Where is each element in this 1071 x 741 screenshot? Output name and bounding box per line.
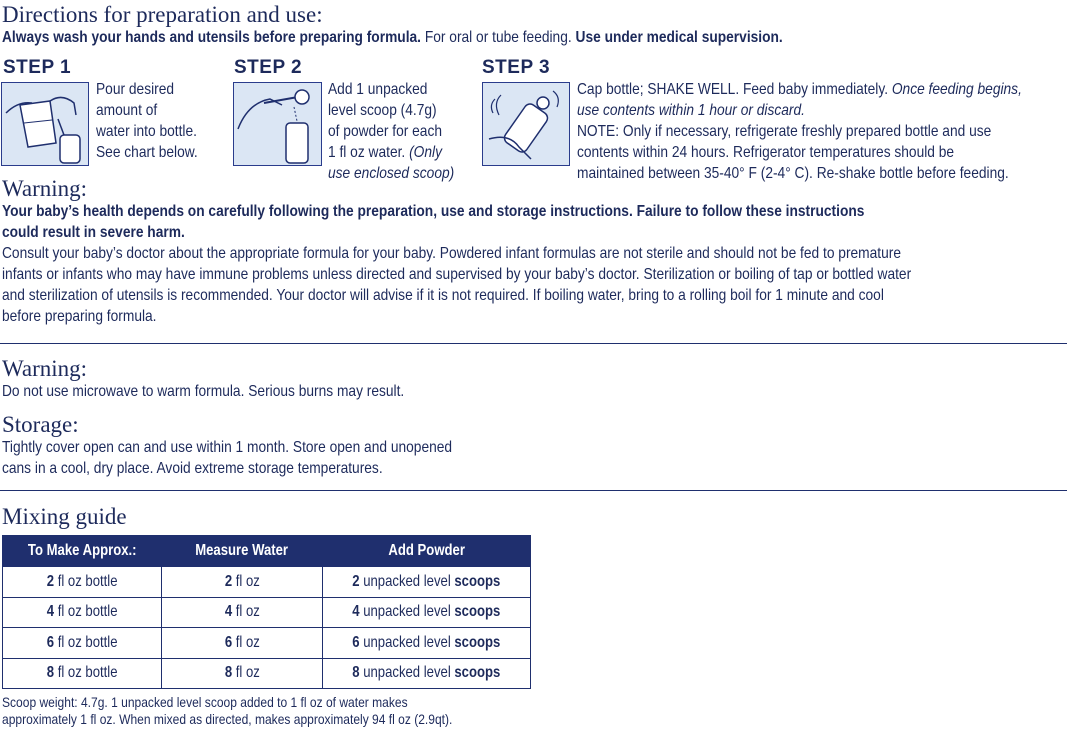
warning-body-text: Consult your baby’s doctor about the appropriate formula for your baby. Powdered infant formulas are not sterile and should not be fed to premature infants or infants who may have immune problems unless directed and supervised by your baby’s doctor. Sterilization or boiling of tap or bottled water and sterilization of utensils is recommended. Your doctor will advise if it is not required. If boiling water, bring to a rolling boil for 1 minute and cool before preparing formula. <box>2 245 912 325</box>
scoop-footnote: Scoop weight: 4.7g. 1 unpacked level scoop added to 1 fl oz of water makes approximately 1 fl oz. When mixed as directed, makes approximately 94 fl oz (2.9qt). <box>2 694 453 727</box>
column-header: Add Powder <box>323 536 531 567</box>
water-cell: 2 fl oz <box>162 567 323 598</box>
add-scoop-icon <box>234 83 321 165</box>
step-1-heading: STEP 1 <box>3 57 72 78</box>
step-3-text: Cap bottle; SHAKE WELL. Feed baby immediately. Once feeding begins, use contents within 1 hour or discard. NOTE: Only if necessary, refrigerate freshly prepared bottle and use contents within 24 hours. Refrigerator temperatures should be maintained between 35-40° F (2-4° C). Re-shake bottle before feeding. <box>577 81 1022 182</box>
shake-bottle-icon <box>483 83 569 165</box>
table-row <box>3 567 531 598</box>
bottle-cell: 6 fl oz bottle <box>3 628 162 659</box>
step-1-illustration <box>1 82 89 166</box>
water-cell: 4 fl oz <box>162 597 323 628</box>
powder-cell: 2 unpacked level scoops <box>323 567 531 598</box>
bottle-cell: 8 fl oz bottle <box>3 658 162 689</box>
step-2-text: Add 1 unpacked level scoop (4.7g) of powder for each 1 fl oz water. (Only use enclosed scoop) <box>328 81 455 182</box>
powder-cell: 8 unpacked level scoops <box>323 658 531 689</box>
storage-title: Storage: <box>2 412 79 437</box>
directions-title: Directions for preparation and use: <box>2 2 323 27</box>
microwave-warning-text: Do not use microwave to warm formula. Serious burns may result. <box>2 383 405 400</box>
bottle-cell: 4 fl oz bottle <box>3 597 162 628</box>
step-3-heading: STEP 3 <box>482 57 551 78</box>
divider <box>0 490 1067 491</box>
powder-cell: 4 unpacked level scoops <box>323 597 531 628</box>
warning-title: Warning: <box>2 176 88 201</box>
table-row <box>3 628 531 659</box>
table-row <box>3 597 531 628</box>
bottle-cell: 2 fl oz bottle <box>3 567 162 598</box>
water-cell: 6 fl oz <box>162 628 323 659</box>
column-header: Measure Water <box>162 536 323 567</box>
water-cell: 8 fl oz <box>162 658 323 689</box>
table-header-row <box>3 536 531 567</box>
microwave-warning-title: Warning: <box>2 356 88 381</box>
step-2-illustration <box>233 82 322 166</box>
storage-text: Tightly cover open can and use within 1 month. Store open and unopened cans in a cool, dry place. Avoid extreme storage temperatures. <box>2 439 453 477</box>
step-3-illustration <box>482 82 570 166</box>
step-2-heading: STEP 2 <box>234 57 303 78</box>
step-1-text: Pour desired amount of water into bottle. See chart below. <box>96 81 198 161</box>
warning-bold-text: Your baby’s health depends on carefully following the preparation, use and storage instructions. Failure to follow these instructions could result in severe harm. <box>2 203 865 241</box>
table-row <box>3 658 531 689</box>
column-header: To Make Approx.: <box>3 536 162 567</box>
mixing-guide-title: Mixing guide <box>2 504 127 529</box>
directions-intro: Always wash your hands and utensils before preparing formula. For oral or tube feeding. Use under medical supervision. <box>2 29 783 46</box>
pour-water-icon <box>2 83 88 165</box>
mixing-guide-table <box>2 535 531 689</box>
divider <box>0 343 1067 344</box>
powder-cell: 6 unpacked level scoops <box>323 628 531 659</box>
